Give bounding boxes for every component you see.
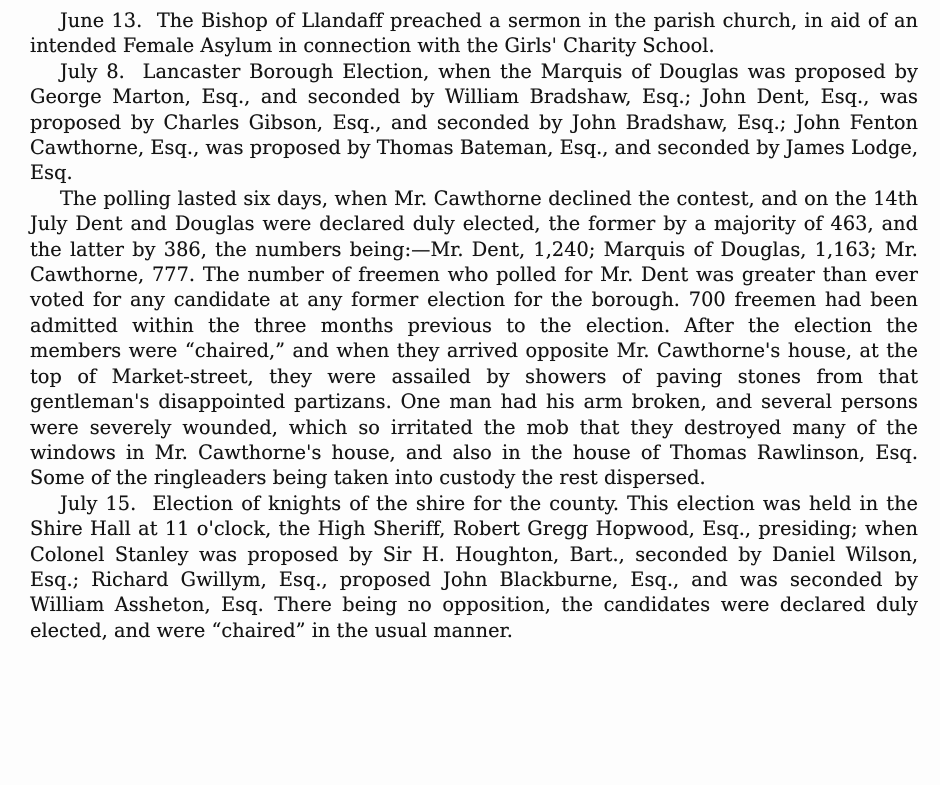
- paragraph-june-13: [30, 8, 918, 59]
- entry-date: June 13.: [60, 9, 143, 32]
- entry-text: The polling lasted six days, when Mr. Cawthorne declined the contest, and on the 14th July Dent and Douglas were declared duly elected, the former by a majority of 463, and the latter by 386, the numbers being:—Mr. Dent, 1,240; Marquis of Douglas, 1,163; Mr. Cawthorne, 777. The number of freemen who polled for Mr. Dent was greater than ever voted for any candidate at any former election for the borough. 700 freemen had been admitted within the three months previous to the election. After the election the members were “chaired,” and when they arrived opposite Mr. Cawthorne's house, at the top of Market-street, they were assailed by showers of paving stones from that gentleman's disappointed partizans. One man had his arm broken, and several persons were severely wounded, which so irritated the mob that they destroyed many of the windows in Mr. Cawthorne's house, and also in the house of Thomas Rawlinson, Esq. Some of the ringleaders being taken into custody the rest dispersed.: [30, 186, 918, 490]
- entry-text: Lancaster Borough Election, when the Marquis of Douglas was proposed by George Marton, Esq., and seconded by William Bradshaw, Esq.; John Dent, Esq., was proposed by Charles Gibson, Esq., and seconded by John Bradshaw, Esq.; John Fenton Cawthorne, Esq., was proposed by Thomas Bateman, Esq., and seconded by James Lodge, Esq.: [30, 59, 918, 185]
- article-text: [30, 8, 918, 643]
- paragraph-july-15: [30, 491, 918, 643]
- entry-date: July 8.: [60, 59, 125, 83]
- paragraph-polling: [30, 186, 918, 491]
- entry-text: Election of knights of the shire for the county. This election was held in the Shire Hall at 11 o'clock, the High Sheriff, Robert Gregg Hopwood, Esq., presiding; when Colonel Stanley was proposed by Sir H. Houghton, Bart., seconded by Daniel Wilson, Esq.; Richard Gwillym, Esq., proposed John Blackburne, Esq., and was seconded by William Assheton, Esq. There being no opposition, the candidates were declared duly elected, and were “chaired” in the usual manner.: [30, 491, 918, 642]
- entry-date: July 15.: [60, 491, 137, 515]
- paragraph-july-8: [30, 59, 918, 186]
- entry-text: The Bishop of Llandaff preached a sermon in the parish church, in aid of an intended Female Asylum in connection with the Girls' Charity School.: [30, 9, 919, 58]
